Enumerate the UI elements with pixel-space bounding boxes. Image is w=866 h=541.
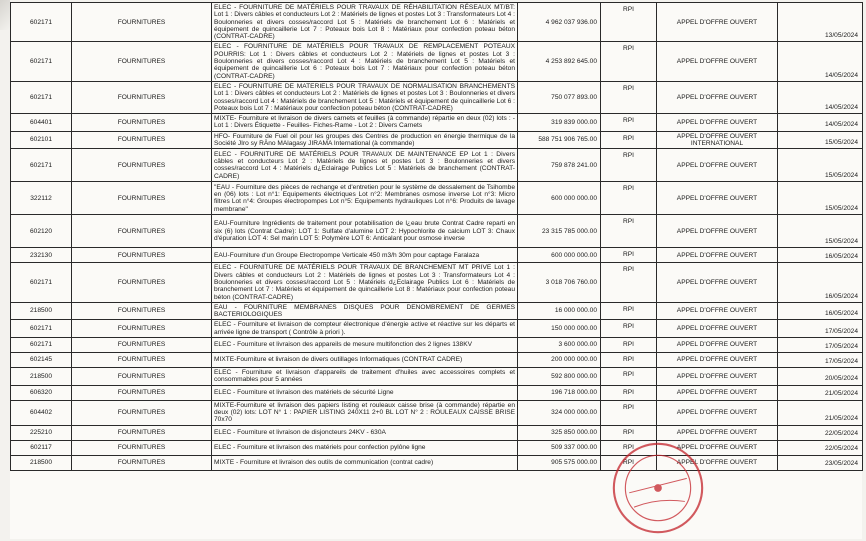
row-mode: RPI	[601, 81, 657, 113]
row-mode: RPI	[601, 320, 657, 338]
row-category: FOURNITURES	[72, 3, 212, 42]
row-date: 15/05/2024	[778, 215, 863, 248]
row-date: 14/05/2024	[778, 81, 863, 113]
row-amount: 200 000 000.00	[518, 353, 601, 368]
row-procedure-type: APPEL D'OFFRE OUVERT	[657, 42, 778, 81]
row-procedure-type: APPEL D'OFFRE OUVERT	[657, 248, 778, 263]
row-category: FOURNITURES	[72, 42, 212, 81]
row-mode: RPI	[601, 440, 657, 455]
row-date: 14/05/2024	[778, 114, 863, 132]
row-code: 218500	[11, 302, 72, 320]
table-row	[11, 425, 863, 440]
row-code: 602145	[11, 353, 72, 368]
table-row	[11, 81, 863, 113]
row-object: MIXTE- Fourniture et livraison de divers carnets et feuilles (à commande) répartie en deux (02) lots : - Lot 1 : Divers Étiquette - Feuilles- Fiches-Rame - Lot 2 : Divers Carnets	[212, 114, 518, 132]
table-body	[11, 3, 863, 471]
table-row	[11, 302, 863, 320]
table-row	[11, 353, 863, 368]
row-category: FOURNITURES	[72, 182, 212, 215]
row-object: ELEC - Fourniture et livraison d'appareils de traitement d'huiles avec accessoires complets et consommables pour 5 années	[212, 368, 518, 386]
row-code: 602171	[11, 320, 72, 338]
row-mode: RPI	[601, 215, 657, 248]
row-mode: RPI	[601, 455, 657, 470]
row-date: 16/05/2024	[778, 248, 863, 263]
row-object: ELEC - Fourniture et livraison des appareils de mesure multifonction des 2 lignes 138KV	[212, 338, 518, 353]
row-mode: RPI	[601, 385, 657, 400]
row-amount: 150 000 000.00	[518, 320, 601, 338]
row-mode: RPI	[601, 3, 657, 42]
row-code: 232130	[11, 248, 72, 263]
row-code: 606320	[11, 385, 72, 400]
row-date: 17/05/2024	[778, 320, 863, 338]
row-procedure-type: APPEL D'OFFRE OUVERT	[657, 3, 778, 42]
row-object: EAU - FOURNITURE MEMBRANES DISQUES POUR DENOMBREMENT DE GERMES BACTERIOLOGIQUES	[212, 302, 518, 320]
row-object: ELEC - FOURNITURE DE MATÉRIELS POUR TRAVAUX DE BRANCHEMENT MT PRIVE Lot 1 : Divers câbles et conducteurs Lot 2 : Matériels de lignes et postes Lot 3 : Transformateurs Lot 4 : Boulonneries et divers cosses/raccord Lot 5 : Matériels d¿Eclairage Publics Lot 6 : Matériels de branchement Lot 7 : Matériels et équipement de quincaillerie Lot 8 : Matériaux pour confection poteau béton (CONTRAT-CADRE)	[212, 263, 518, 302]
table-row	[11, 131, 863, 149]
row-code: 602171	[11, 149, 72, 182]
row-code: 602171	[11, 3, 72, 42]
row-procedure-type: APPEL D'OFFRE OUVERT	[657, 353, 778, 368]
row-procedure-type: APPEL D'OFFRE OUVERT	[657, 385, 778, 400]
row-amount: 319 839 000.00	[518, 114, 601, 132]
procurement-table-page	[10, 2, 862, 539]
row-object: ELEC - Fourniture et livraison des matériels de sécurité Ligne	[212, 385, 518, 400]
row-amount: 3 018 706 760.00	[518, 263, 601, 302]
row-object: EAU-Fourniture d'un Groupe Electropompe Verticale 450 m3/h 30m pour captage Faralaza	[212, 248, 518, 263]
row-mode: RPI	[601, 131, 657, 149]
row-object: ELEC - FOURNITURE DE MATÉRIELS POUR TRAVAUX DE RÉHABILITATION RÉSEAUX MT/BT: Lot 1 : Divers câbles et conducteurs Lot 2 : Matériels de lignes et postes Lot 3 : Transformateurs Lot 4 : Boulonneries et divers cosses/raccord Lot 5 : Matériels de branchement Lot 6 : Matériels et équipement de quincaillerie Lot 7 : Poteaux bois Lot 8 : Matériaux pour confection poteau béton (CONTRAT-CADRE)	[212, 3, 518, 42]
table-row	[11, 263, 863, 302]
procurement-table	[10, 2, 863, 471]
row-procedure-type: APPEL D'OFFRE OUVERT	[657, 302, 778, 320]
row-date: 13/05/2024	[778, 3, 863, 42]
table-row	[11, 385, 863, 400]
row-object: ELEC - Fourniture et livraison des matériels pour confection pylône ligne	[212, 440, 518, 455]
row-object: ELEC - FOURNITURE DE MATERIELS POUR TRAVAUX DE NORMALISATION BRANCHEMENTS Lot 1 : Divers câbles et conducteurs Lot 2 : Matériels de lignes et postes Lot 3 : Boulonneries et divers cosses/raccord Lot 4 : Matériels de branchement Lot 5 : Matériels et équipement de quincaillerie Lot 6 : Poteaux bois Lot 7 : Matériaux pour confection poteau béton (CONTRAT-CADRE)	[212, 81, 518, 113]
row-date: 16/05/2024	[778, 302, 863, 320]
row-code: 602171	[11, 338, 72, 353]
row-mode: RPI	[601, 353, 657, 368]
row-amount: 759 878 241.00	[518, 149, 601, 182]
row-category: FOURNITURES	[72, 455, 212, 470]
row-object: "EAU - Fourniture des pièces de rechange et d'entretien pour le système de dessalement de Tsihombe en (06) lots : Lot n°1: Equipements électriques Lot n°2: Membranes osmose inverse Lot n°3: Micro filtres Lot n°4: Groupes électropompes Lot n°5: Equipements hydrauliques Lot n°6: Produits de lavage membrane"	[212, 182, 518, 215]
table-row	[11, 114, 863, 132]
row-object: MIXTE-Fourniture et livraison des papiers listing et rouleaux caisse brise (à commande) répartie en deux (02) lots: LOT N° 1 : PAPIER LISTING 240X11 2+0 BL LOT N° 2 : ROULEAUX CAISSE BRISE 70x70	[212, 400, 518, 425]
row-procedure-type: APPEL D'OFFRE OUVERT	[657, 440, 778, 455]
row-date: 20/05/2024	[778, 368, 863, 386]
row-procedure-type: APPEL D'OFFRE OUVERT	[657, 149, 778, 182]
row-object: MIXTE - Fourniture et livraison des outils de communication (contrat cadre)	[212, 455, 518, 470]
row-mode: RPI	[601, 42, 657, 81]
row-amount: 4 253 892 645.00	[518, 42, 601, 81]
row-amount: 509 337 000.00	[518, 440, 601, 455]
row-category: FOURNITURES	[72, 149, 212, 182]
row-category: FOURNITURES	[72, 368, 212, 386]
row-date: 21/05/2024	[778, 385, 863, 400]
row-date: 14/05/2024	[778, 42, 863, 81]
row-amount: 325 850 000.00	[518, 425, 601, 440]
row-code: 602171	[11, 42, 72, 81]
table-row	[11, 440, 863, 455]
row-procedure-type: APPEL D'OFFRE OUVERT	[657, 338, 778, 353]
row-date: 15/05/2024	[778, 131, 863, 149]
row-code: 602120	[11, 215, 72, 248]
table-row	[11, 368, 863, 386]
table-row	[11, 42, 863, 81]
row-category: FOURNITURES	[72, 215, 212, 248]
row-date: 16/05/2024	[778, 263, 863, 302]
row-mode: RPI	[601, 248, 657, 263]
row-date: 23/05/2024	[778, 455, 863, 470]
row-mode: RPI	[601, 182, 657, 215]
row-mode: RPI	[601, 425, 657, 440]
row-amount: 196 718 000.00	[518, 385, 601, 400]
row-category: FOURNITURES	[72, 81, 212, 113]
row-procedure-type: APPEL D'OFFRE OUVERT	[657, 114, 778, 132]
row-amount: 3 600 000.00	[518, 338, 601, 353]
table-row	[11, 400, 863, 425]
row-mode: RPI	[601, 149, 657, 182]
row-mode: RPI	[601, 368, 657, 386]
row-procedure-type: APPEL D'OFFRE OUVERT	[657, 215, 778, 248]
row-category: FOURNITURES	[72, 353, 212, 368]
row-procedure-type: APPEL D'OFFRE OUVERT	[657, 400, 778, 425]
row-mode: RPI	[601, 302, 657, 320]
row-amount: 905 575 000.00	[518, 455, 601, 470]
row-procedure-type: APPEL D'OFFRE OUVERT	[657, 368, 778, 386]
row-procedure-type: APPEL D'OFFRE OUVERT	[657, 320, 778, 338]
row-procedure-type: APPEL D'OFFRE OUVERT	[657, 182, 778, 215]
row-object: EAU-Fourniture Ingrédients de traitement pour potabilisation de l¿eau brute Contrat Cadre reparti en six (6) lots (Contrat Cadre): LOT 1: Sulfate d'alumine LOT 2: Hypochlorite de calcium LOT 3: Chaux d'épuration LOT 4: Sel marin LOT 5: Polymère LOT 6: Anticalant pour osmose inverse	[212, 215, 518, 248]
table-row	[11, 215, 863, 248]
row-amount: 592 800 000.00	[518, 368, 601, 386]
row-amount: 4 962 037 936.00	[518, 3, 601, 42]
row-procedure-type: APPEL D'OFFRE OUVERT	[657, 81, 778, 113]
table-row	[11, 182, 863, 215]
row-amount: 16 000 000.00	[518, 302, 601, 320]
row-code: 322112	[11, 182, 72, 215]
row-procedure-type: APPEL D'OFFRE OUVERT	[657, 425, 778, 440]
row-object: ELEC - FOURNITURE DE MATÉRIELS POUR TRAVAUX DE REMPLACEMENT POTEAUX POURRIS: Lot 1 : Divers câbles et conducteurs Lot 2 : Matériels de lignes et postes Lot 3 : Boulonneries et divers cosses/raccord Lot 4 : Matériels de branchement Lot 5 : Matériels et équipement de quincaillerie Lot 6 : Poteaux bois Lot 7 : Matériaux pour confection poteau béton (CONTRAT-CADRE)	[212, 42, 518, 81]
table-row	[11, 455, 863, 470]
row-code: 218500	[11, 455, 72, 470]
row-category: FOURNITURES	[72, 302, 212, 320]
row-object: MIXTE-Fourniture et livraison de divers outillages Informatiques (CONTRAT CADRE)	[212, 353, 518, 368]
row-code: 602171	[11, 263, 72, 302]
row-mode: RPI	[601, 338, 657, 353]
row-category: FOURNITURES	[72, 248, 212, 263]
row-code: 602117	[11, 440, 72, 455]
table-row	[11, 338, 863, 353]
row-date: 15/05/2024	[778, 149, 863, 182]
row-amount: 588 751 906 765.00	[518, 131, 601, 149]
row-category: FOURNITURES	[72, 263, 212, 302]
row-object: ELEC - Fourniture et livraison de disjoncteurs 24KV - 630A	[212, 425, 518, 440]
table-row	[11, 248, 863, 263]
row-date: 17/05/2024	[778, 338, 863, 353]
row-amount: 600 000 000.00	[518, 182, 601, 215]
row-code: 604402	[11, 400, 72, 425]
row-code: 602171	[11, 81, 72, 113]
row-code: 604401	[11, 114, 72, 132]
row-date: 17/05/2024	[778, 353, 863, 368]
row-mode: RPI	[601, 400, 657, 425]
row-procedure-type: APPEL D'OFFRE OUVERT	[657, 455, 778, 470]
row-code: 225210	[11, 425, 72, 440]
page-shadow	[0, 0, 10, 30]
row-category: FOURNITURES	[72, 440, 212, 455]
table-row	[11, 320, 863, 338]
row-object: ELEC - Fourniture et livraison de compteur électronique d'énergie active et réactive sur les départs et arrivée ligne de transport ( Contrôle à priori ).	[212, 320, 518, 338]
row-category: FOURNITURES	[72, 400, 212, 425]
row-code: 218500	[11, 368, 72, 386]
row-category: FOURNITURES	[72, 131, 212, 149]
row-mode: RPI	[601, 263, 657, 302]
row-date: 21/05/2024	[778, 400, 863, 425]
table-row	[11, 149, 863, 182]
row-category: FOURNITURES	[72, 320, 212, 338]
row-amount: 600 000 000.00	[518, 248, 601, 263]
row-category: FOURNITURES	[72, 425, 212, 440]
row-procedure-type: APPEL D'OFFRE OUVERT INTERNATIONAL	[657, 131, 778, 149]
row-amount: 324 000 000.00	[518, 400, 601, 425]
row-object: ELEC - FOURNITURE DE MATÉRIELS POUR TRAVAUX DE MAINTENANCE EP Lot 1 : Divers câbles et conducteurs Lot 2 : Matériels de lignes et postes Lot 3 : Boulonneries et divers cosses/raccord Lot 4 : Matériels d¿Eclairage Publics Lot 5 : Matériels de branchement (CONTRAT-CADRE)	[212, 149, 518, 182]
row-category: FOURNITURES	[72, 114, 212, 132]
row-mode: RPI	[601, 114, 657, 132]
row-category: FOURNITURES	[72, 385, 212, 400]
table-row	[11, 3, 863, 42]
row-code: 602101	[11, 131, 72, 149]
row-date: 15/05/2024	[778, 182, 863, 215]
row-date: 22/05/2024	[778, 440, 863, 455]
row-procedure-type: APPEL D'OFFRE OUVERT	[657, 263, 778, 302]
row-object: HFO- Fourniture de Fuel oil pour les groupes des Centres de production en énergie thermique de la Société JIro sy RÄno MAlagasy JIRAMA International (à commande)	[212, 131, 518, 149]
row-category: FOURNITURES	[72, 338, 212, 353]
row-amount: 23 315 785 000.00	[518, 215, 601, 248]
row-amount: 750 077 893.00	[518, 81, 601, 113]
row-date: 22/05/2024	[778, 425, 863, 440]
